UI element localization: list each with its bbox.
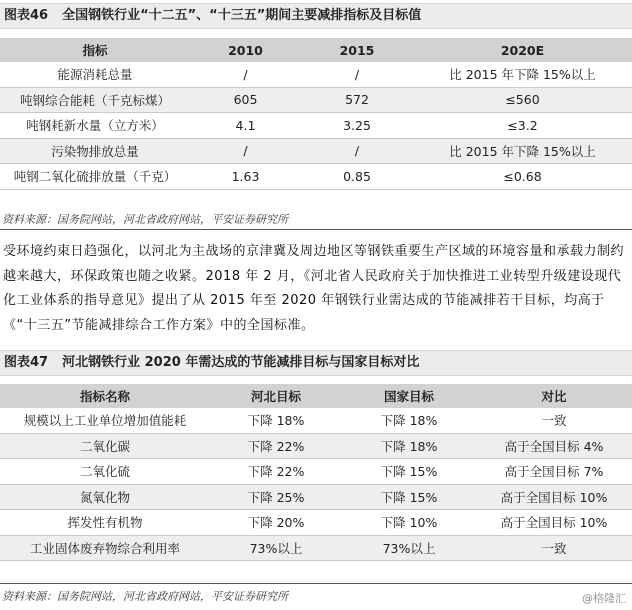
table-cell: 比 2015 年下降 15%以上	[413, 138, 632, 164]
table-row	[0, 408, 632, 433]
divider	[0, 583, 632, 584]
table-cell: 高于全国目标 7%	[476, 459, 632, 485]
figure47-table	[0, 384, 632, 561]
table-cell: 73%以上	[210, 535, 342, 561]
table-cell: 572	[301, 87, 413, 113]
figure46-source: 资料来源：国务院网站，河北省政府网站，平安证券研究所	[2, 213, 288, 226]
table-cell: 下降 15%	[342, 459, 476, 485]
body-paragraph: 受环境约束日趋强化，以河北为主战场的京津冀及周边地区等钢铁重要生产区域的环境容量和承载力制约越来越大，环保政策也随之收紧。2018 年 2 月，《河北省人民政府关于加快推进工业转型升级建设现代化工业体系的指导意见》提出了从 2015 年至 2020 年钢铁行业需达成的节能减排若干目标，均高于《“十三五”节能减排综合工作方案》中的全国标准。	[3, 244, 625, 333]
table-header-row	[0, 38, 632, 62]
figure47-title	[0, 350, 632, 376]
table-header-row	[0, 384, 632, 408]
figure46-table	[0, 38, 632, 190]
column-header: 国家目标	[342, 384, 476, 408]
table-row	[0, 535, 632, 561]
table-cell: 二氧化硫	[0, 459, 210, 485]
table-cell: 下降 22%	[210, 433, 342, 459]
table-cell: 挥发性有机物	[0, 510, 210, 536]
table-cell: 二氧化碳	[0, 433, 210, 459]
table-cell: 605	[190, 87, 301, 113]
table-cell: 下降 18%	[342, 408, 476, 433]
table-cell: 4.1	[190, 113, 301, 139]
table-cell: ≤0.68	[413, 164, 632, 190]
table-cell: 高于全国目标 10%	[476, 484, 632, 510]
table-cell: 高于全国目标 10%	[476, 510, 632, 536]
table-cell: 3.25	[301, 113, 413, 139]
table-cell: 工业固体废弃物综合利用率	[0, 535, 210, 561]
figure47-source: 资料来源：国务院网站，河北省政府网站，平安证券研究所	[2, 590, 288, 603]
table-row	[0, 459, 632, 485]
table-cell: 73%以上	[342, 535, 476, 561]
column-header: 对比	[476, 384, 632, 408]
table-cell: 吨钢综合能耗（千克标煤）	[0, 87, 190, 113]
table-cell: 1.63	[190, 164, 301, 190]
table-cell: /	[190, 62, 301, 87]
table-cell: 下降 25%	[210, 484, 342, 510]
figure46-caption: 全国钢铁行业“十二五”、“十三五”期间主要减排指标及目标值	[62, 8, 422, 23]
table-row	[0, 62, 632, 87]
column-header: 2010	[190, 38, 301, 62]
table-cell: 高于全国目标 4%	[476, 433, 632, 459]
column-header: 2020E	[413, 38, 632, 62]
table-row	[0, 510, 632, 536]
table-cell: 吨钢耗新水量（立方米）	[0, 113, 190, 139]
table-cell: 下降 10%	[342, 510, 476, 536]
table-cell: 污染物排放总量	[0, 138, 190, 164]
table-cell: 氮氧化物	[0, 484, 210, 510]
column-header: 指标	[0, 38, 190, 62]
table-cell: 能源消耗总量	[0, 62, 190, 87]
table-cell: ≤3.2	[413, 113, 632, 139]
table-cell: /	[190, 138, 301, 164]
table-cell: /	[301, 62, 413, 87]
table-cell: 下降 15%	[342, 484, 476, 510]
divider	[0, 229, 632, 230]
table-row	[0, 138, 632, 164]
table-cell: 一致	[476, 535, 632, 561]
column-header: 2015	[301, 38, 413, 62]
figure46-title	[0, 3, 632, 29]
table-cell: 下降 18%	[210, 408, 342, 433]
table-cell: 0.85	[301, 164, 413, 190]
table-cell: 下降 22%	[210, 459, 342, 485]
table-row	[0, 87, 632, 113]
table-cell: 吨钢二氧化硫排放量（千克）	[0, 164, 190, 190]
column-header: 河北目标	[210, 384, 342, 408]
figure47-number: 图表47	[4, 355, 49, 370]
table-cell: 下降 18%	[342, 433, 476, 459]
figure46-number: 图表46	[4, 8, 49, 23]
table-row	[0, 484, 632, 510]
column-header: 指标名称	[0, 384, 210, 408]
table-cell: 一致	[476, 408, 632, 433]
table-cell: 下降 20%	[210, 510, 342, 536]
table-cell: 比 2015 年下降 15%以上	[413, 62, 632, 87]
table-cell: /	[301, 138, 413, 164]
table-row	[0, 433, 632, 459]
figure47-caption: 河北钢铁行业 2020 年需达成的节能减排目标与国家目标对比	[62, 355, 420, 370]
table-cell: ≤560	[413, 87, 632, 113]
table-cell: 规模以上工业单位增加值能耗	[0, 408, 210, 433]
watermark: @格隆汇	[582, 592, 626, 605]
table-row	[0, 164, 632, 190]
table-row	[0, 113, 632, 139]
